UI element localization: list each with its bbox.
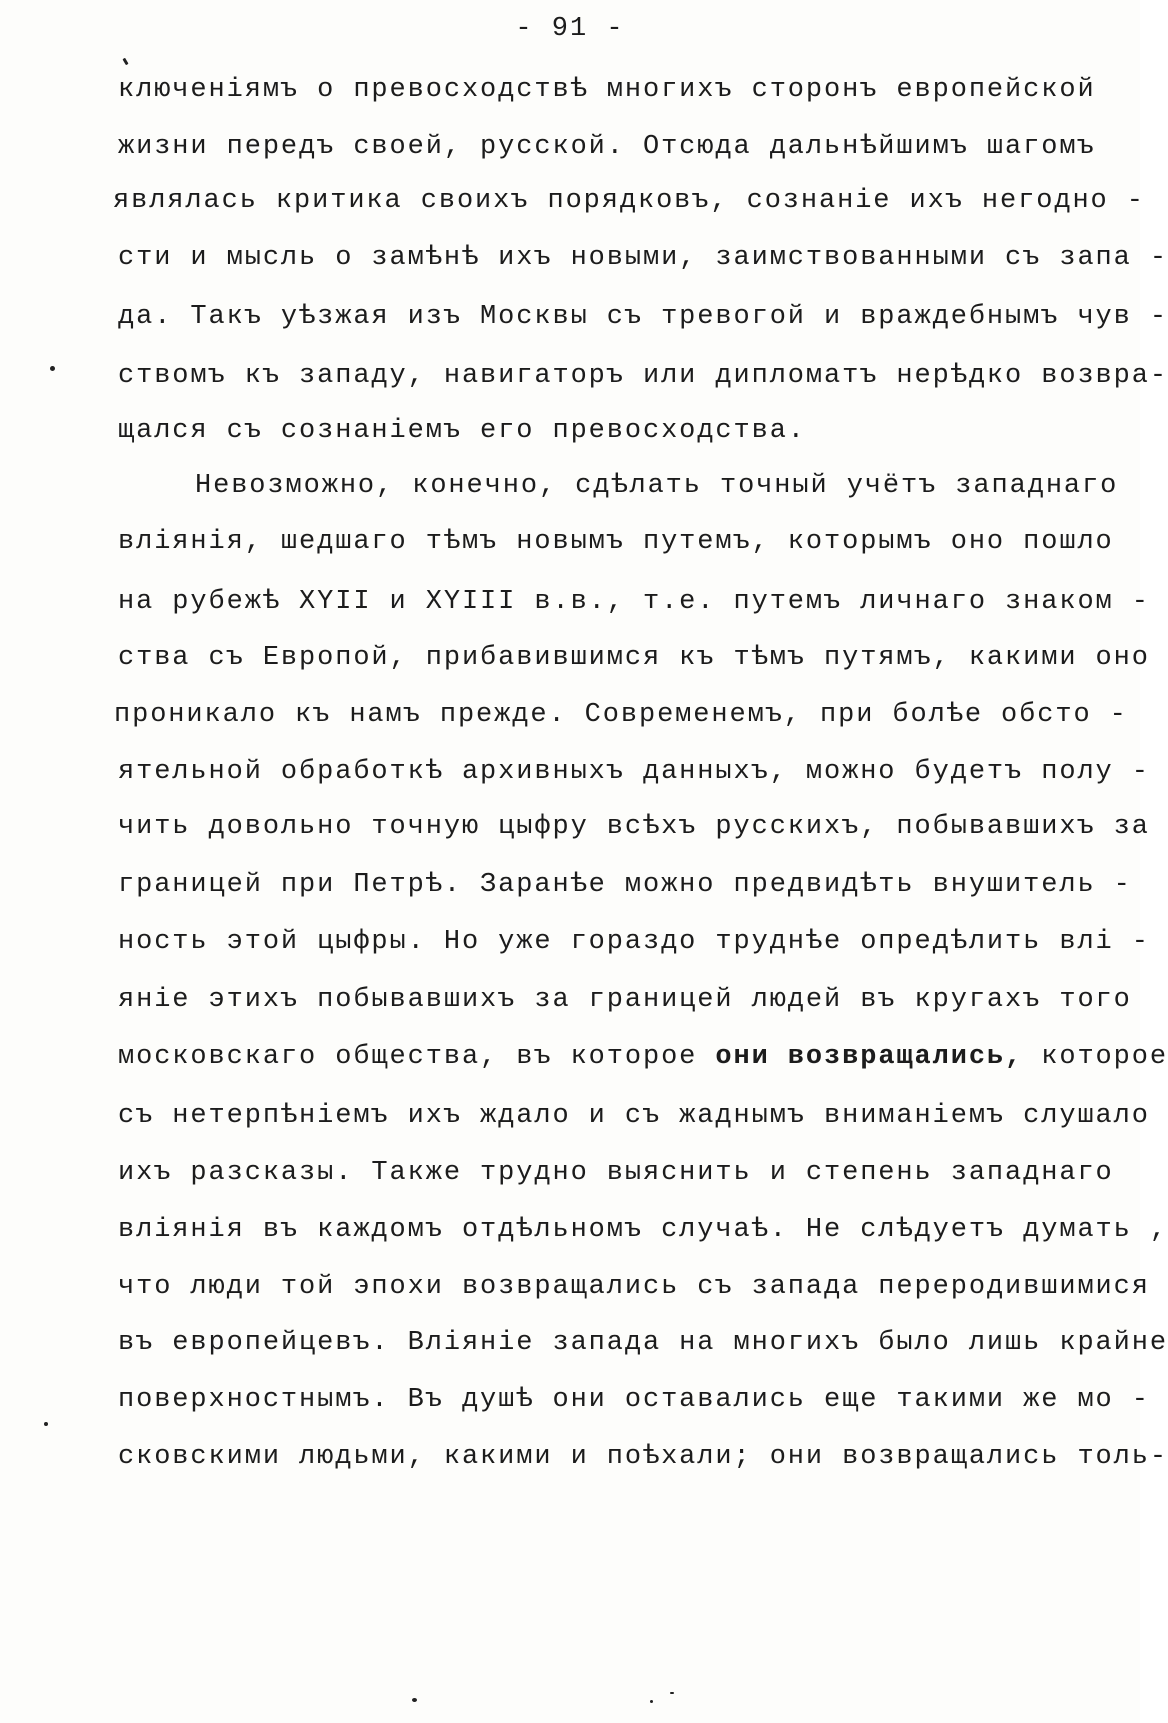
ink-speck (670, 1692, 674, 1694)
text-line-13: ятельной обработкѣ архивныхъ данныхъ, можно будетъ полу - (118, 757, 1150, 787)
text-line-11: ства съ Европой, прибавившимся къ тѣмъ путямъ, какими оно (118, 643, 1150, 673)
ink-speck (44, 1422, 48, 1426)
text-line-18 (118, 1040, 1168, 1074)
text-line-4: сти и мысль о замѣнѣ ихъ новыми, заимствованными съ запа - (118, 243, 1168, 273)
text-line-22: что люди той эпохи возвращались съ запада переродившимися (118, 1272, 1150, 1302)
text-line-18-start: московскаго общества, въ которое (118, 1042, 716, 1072)
text-line-17: яніе этихъ побывавшихъ за границей людей въ кругахъ того (118, 985, 1132, 1015)
text-line-10: на рубежѣ XYII и XYIII в.в., т.е. путемъ личнаго знаком - (118, 587, 1150, 617)
text-line-21: вліянія въ каждомъ отдѣльномъ случаѣ. Не слѣдуетъ думать , (118, 1215, 1168, 1245)
text-line-6: ствомъ къ западу, навигаторъ или дипломатъ нерѣдко возвра- (118, 361, 1168, 391)
text-line-20: ихъ разсказы. Также трудно выяснить и степень западнаго (118, 1158, 1114, 1188)
text-line-18-end: которое (1023, 1042, 1168, 1072)
text-line-25: сковскими людьми, какими и поѣхали; они возвращались толь- (118, 1442, 1168, 1472)
ink-speck (50, 366, 55, 371)
text-line-24: поверхностнымъ. Въ душѣ они оставались еще такими же мо - (118, 1385, 1150, 1415)
text-line-1: ключеніямъ о превосходствѣ многихъ сторонъ европейской (118, 75, 1096, 105)
text-line-3: являлась критика своихъ порядковъ, сознаніе ихъ негодно - (113, 186, 1145, 216)
page-number: - 91 - (515, 14, 625, 44)
text-line-18-bold: они возвращались, (715, 1042, 1024, 1072)
text-line-15: границей при Петрѣ. Заранѣе можно предвидѣть внушитель - (118, 870, 1132, 900)
text-line-8-paragraph-start: Невозможно, конечно, сдѣлать точный учётъ западнаго (195, 471, 1119, 501)
text-line-23: въ европейцевъ. Вліяніе запада на многихъ было лишь крайне (118, 1328, 1168, 1358)
text-line-9: вліянія, шедшаго тѣмъ новымъ путемъ, которымъ оно пошло (118, 527, 1114, 557)
text-line-14: чить довольно точную цыфру всѣхъ русскихъ, побывавшихъ за (118, 812, 1150, 842)
text-line-5: да. Такъ уѣзжая изъ Москвы съ тревогой и враждебнымъ чув - (118, 302, 1168, 332)
text-line-19: съ нетерпѣніемъ ихъ ждало и съ жаднымъ вниманіемъ слушало (118, 1101, 1150, 1131)
ink-speck (412, 1698, 417, 1702)
text-line-7: щался съ сознаніемъ его превосходства. (118, 416, 806, 446)
ink-speck (122, 58, 128, 66)
text-line-2: жизни передъ своей, русской. Отсюда дальнѣйшимъ шагомъ (118, 132, 1096, 162)
text-line-16: ность этой цыфры. Но уже гораздо труднѣе опредѣлить влі - (118, 927, 1150, 957)
text-line-12: проникало къ намъ прежде. Современемъ, при болѣе обсто - (114, 700, 1128, 730)
ink-speck (650, 1700, 653, 1703)
